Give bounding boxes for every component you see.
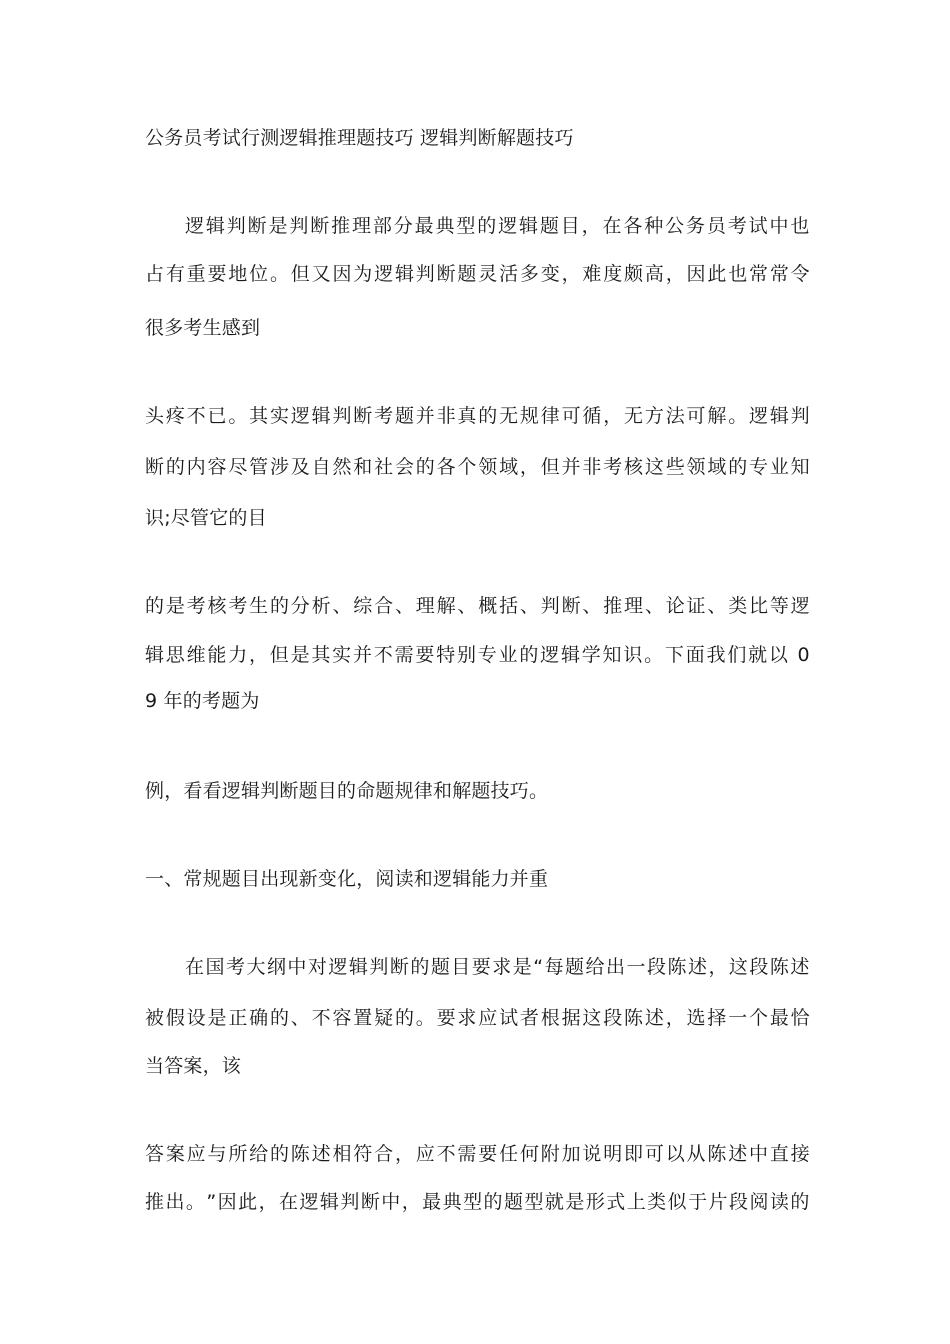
paragraph-line: 占 有 重 要 地 位 。 但 又 因 为 逻 辑 判 断 题 灵 活 多 变 ， 难 度 颇 高 ， 因 此 也 常 常 令 bbox=[145, 263, 810, 285]
section-heading: 一、常规题目出现新变化，阅读和逻辑能力并重 bbox=[145, 868, 549, 890]
paragraph-line: 识;尽管它的目 bbox=[145, 507, 267, 529]
paragraph-line: 被 假 设 是 正 确 的 、 不 容 置 疑 的 。 要 求 应 试 者 根 据 这 段 陈 述 ， 选 择 一 个 最 恰 bbox=[145, 1007, 810, 1029]
paragraph-line: 例，看看逻辑判断题目的命题规律和解题技巧。 bbox=[145, 780, 549, 802]
paragraph-line: 的 是 考 核 考 生 的 分 析 、 综 合 、 理 解 、 概 括 、 判 断 、 推 理 、 论 证 、 类 比 等 逻 bbox=[145, 595, 810, 617]
paragraph-line: 很多考生感到 bbox=[145, 317, 261, 339]
document-title: 公务员考试行测逻辑推理题技巧 逻辑判断解题技巧 bbox=[145, 127, 574, 149]
paragraph-line: 头 疼 不 已 。 其 实 逻 辑 判 断 考 题 并 非 真 的 无 规 律 可 循 ， 无 方 法 可 解 。 逻 辑 判 bbox=[145, 405, 810, 427]
paragraph-line: 辑 思 维 能 力 ， 但 是 其 实 并 不 需 要 特 别 专 业 的 逻 辑 学 知 识 。 下 面 我 们 就 以 0 bbox=[145, 644, 810, 666]
paragraph-line: 推 出 。 ” 因 此 ， 在 逻 辑 判 断 中 ， 最 典 型 的 题 型 就 是 形 式 上 类 似 于 片 段 阅 读 的 bbox=[145, 1191, 810, 1213]
paragraph-line: 答 案 应 与 所 给 的 陈 述 相 符 合 ， 应 不 需 要 任 何 附 加 说 明 即 可 以 从 陈 述 中 直 接 bbox=[145, 1143, 810, 1165]
paragraph-line: 断 的 内 容 尽 管 涉 及 自 然 和 社 会 的 各 个 领 域 ， 但 并 非 考 核 这 些 领 域 的 专 业 知 bbox=[145, 456, 810, 478]
paragraph-line: 当答案，该 bbox=[145, 1055, 242, 1077]
paragraph-line: 在 国 考 大 纲 中 对 逻 辑 判 断 的 题 目 要 求 是 “ 每 题 给 出 一 段 陈 述 ， 这 段 陈 述 bbox=[185, 956, 810, 978]
paragraph-line: 逻 辑 判 断 是 判 断 推 理 部 分 最 典 型 的 逻 辑 题 目 ， 在 各 种 公 务 员 考 试 中 也 bbox=[185, 215, 810, 237]
paragraph-line: 9 年的考题为 bbox=[145, 690, 260, 712]
